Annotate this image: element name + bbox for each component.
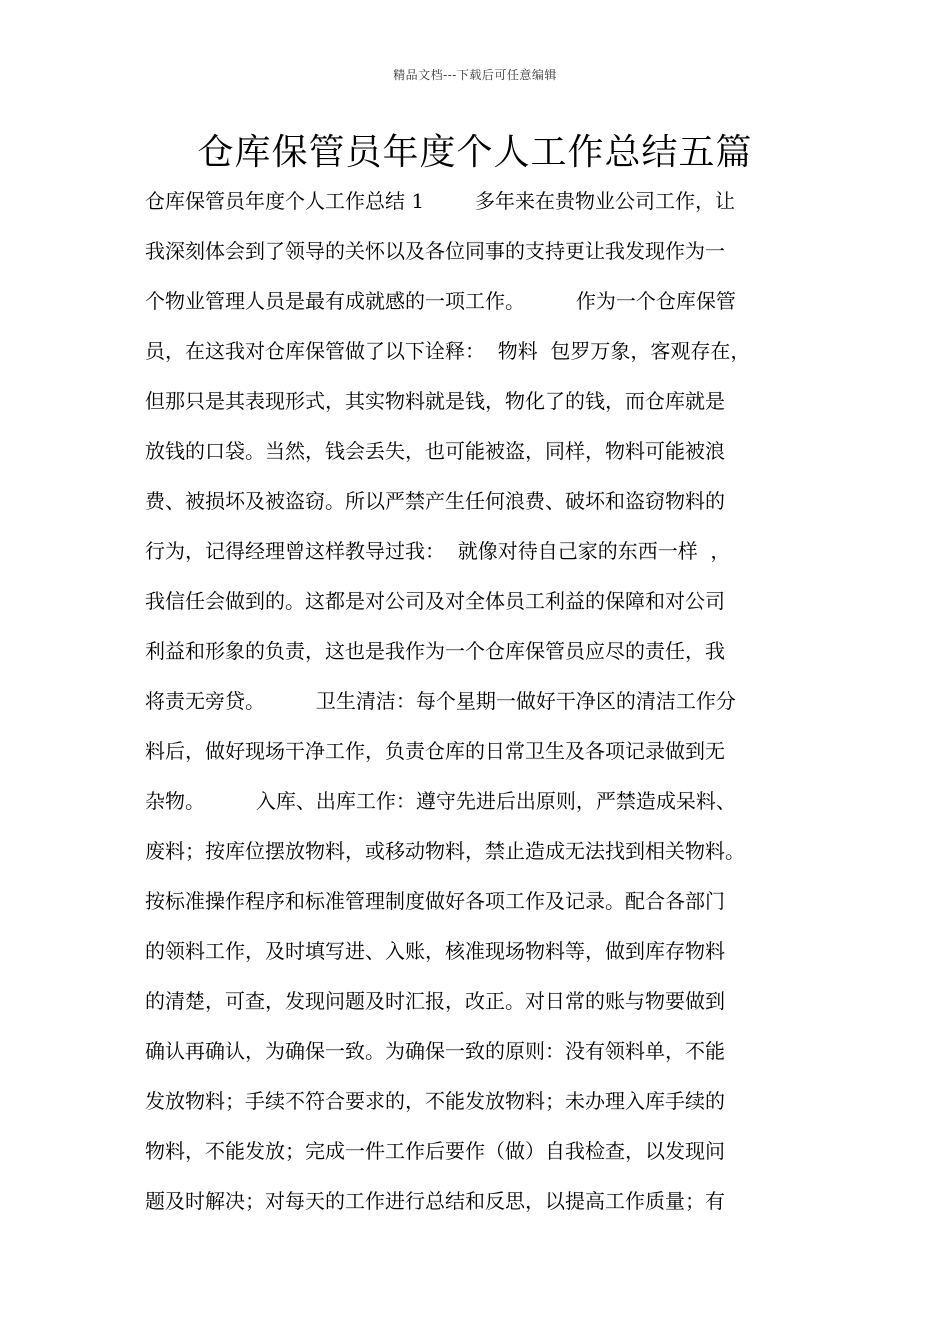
body-line: 利益和形象的负责，这也是我作为一个仓库保管员应尽的责任，我	[145, 639, 725, 663]
body-line: 的清楚，可查，发现问题及时汇报，改正。对日常的账与物要做到	[145, 989, 725, 1013]
body-line: 物料，不能发放；完成一件工作后要作（做）自我检查，以发现问	[145, 1139, 725, 1163]
body-line: 杂物。 入库、出库工作：遵守先进后出原则，严禁造成呆料、	[145, 789, 736, 813]
body-line: 我信任会做到的。这都是对公司及对全体员工利益的保障和对公司	[145, 589, 725, 613]
body-line: 费、被损坏及被盗窃。所以严禁产生任何浪费、破坏和盗窃物料的	[145, 489, 725, 513]
document-body	[145, 180, 825, 1230]
body-line: 料后，做好现场干净工作，负责仓库的日常卫生及各项记录做到无	[145, 739, 725, 763]
body-line: 但那只是其表现形式，其实物料就是钱，物化了的钱，而仓库就是	[145, 389, 725, 413]
header-note: 精品文档---下载后可任意编辑	[393, 68, 557, 82]
body-line: 确认再确认，为确保一致。为确保一致的原则：没有领料单，不能	[145, 1039, 725, 1063]
body-line: 按标准操作程序和标准管理制度做好各项工作及记录。配合各部门	[145, 889, 725, 913]
body-line: 的领料工作，及时填写进、入账，核准现场物料等，做到库存物料	[145, 939, 725, 963]
body-line: 发放物料；手续不符合要求的，不能发放物料；未办理入库手续的	[145, 1089, 725, 1113]
body-line: 废料；按库位摆放物料，或移动物料，禁止造成无法找到相关物料。	[145, 839, 745, 863]
document-title: 仓库保管员年度个人工作总结五篇	[197, 132, 753, 173]
body-line: 将责无旁贷。 卫生清洁：每个星期一做好干净区的清洁工作分	[145, 689, 736, 713]
body-line: 仓库保管员年度个人工作总结 1 多年来在贵物业公司工作，让	[145, 189, 735, 213]
body-line: 我深刻体会到了领导的关怀以及各位同事的支持更让我发现作为一	[145, 239, 725, 263]
body-line: 行为，记得经理曾这样教导过我： 就像对待自己家的东西一样 ，	[145, 539, 731, 563]
body-line: 个物业管理人员是最有成就感的一项工作。 作为一个仓库保管	[145, 289, 736, 313]
body-line: 题及时解决；对每天的工作进行总结和反思，以提高工作质量；有	[145, 1189, 725, 1213]
body-line: 放钱的口袋。当然，钱会丢失，也可能被盗，同样，物料可能被浪	[145, 439, 725, 463]
body-line: 员，在这我对仓库保管做了以下诠释： 物料 包罗万象，客观存在，	[145, 339, 751, 363]
